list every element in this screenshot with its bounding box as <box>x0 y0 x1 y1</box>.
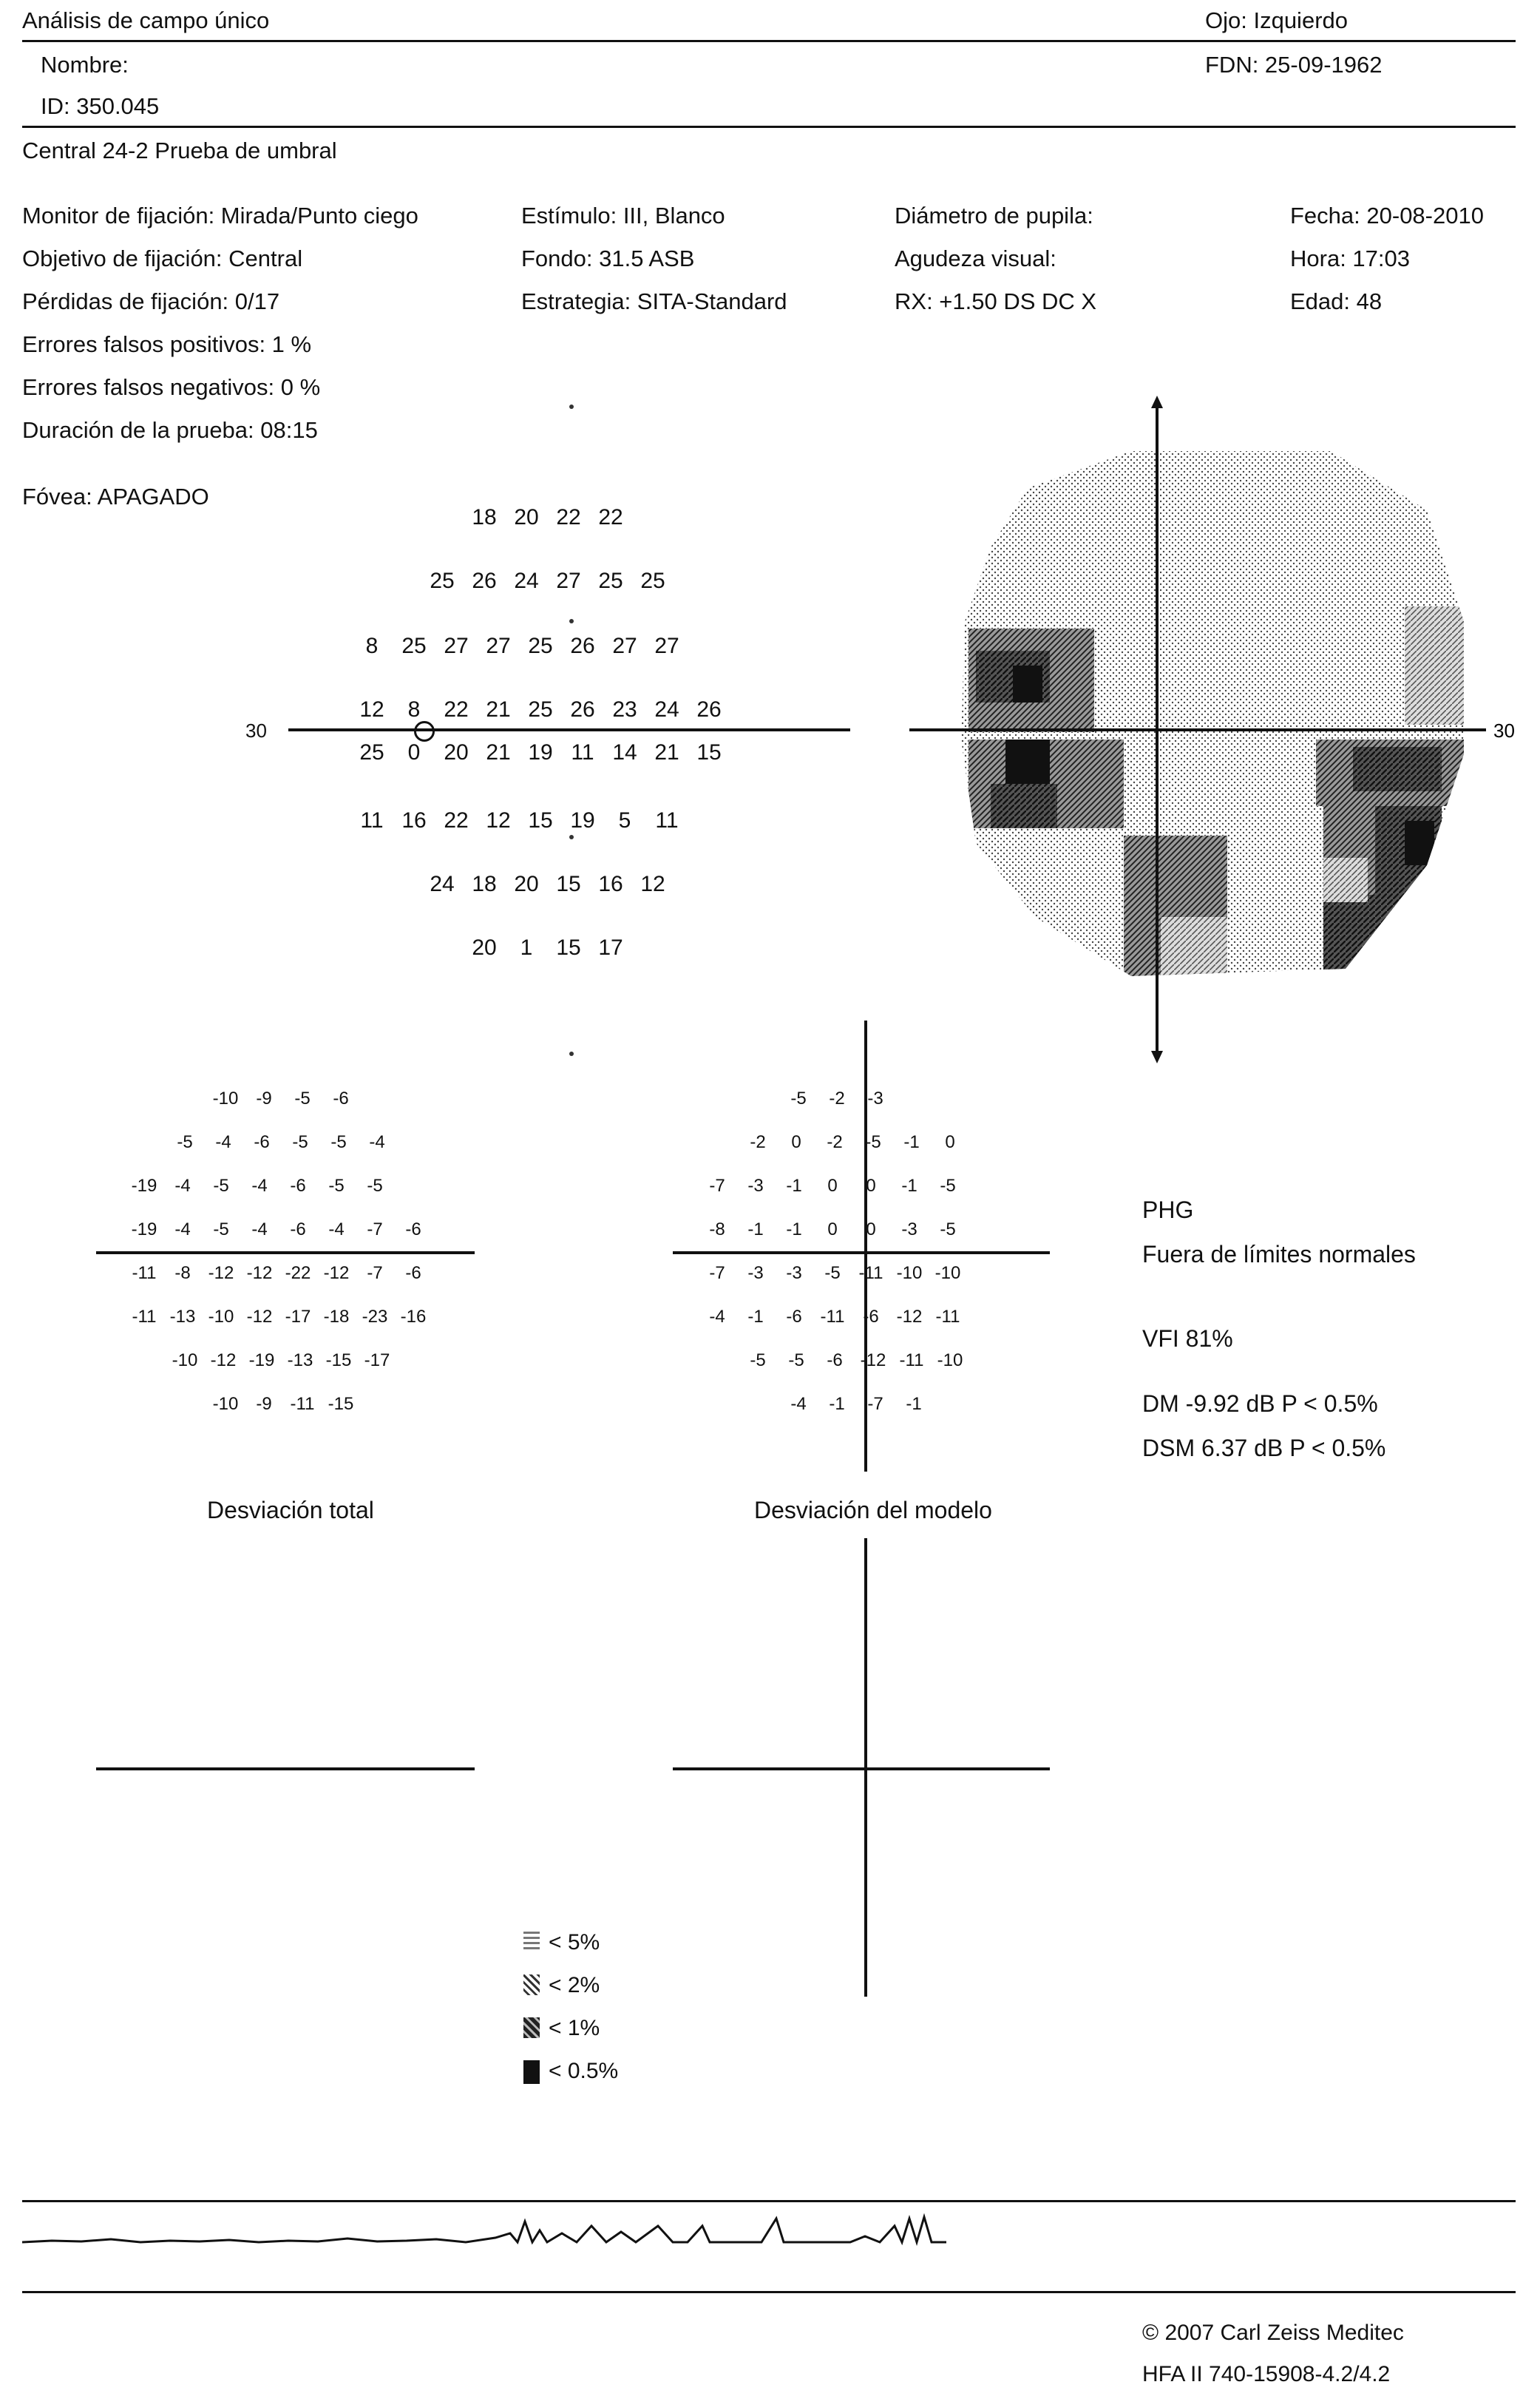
field-value: -1 <box>747 1307 764 1327</box>
field-value: 27 <box>654 634 679 658</box>
field-value: 27 <box>444 634 469 658</box>
field-value: 22 <box>444 697 469 722</box>
field-value: -12 <box>246 1307 273 1327</box>
field-value: 17 <box>598 935 623 960</box>
field-value: 26 <box>570 697 595 722</box>
field-value: -5 <box>328 1176 345 1196</box>
field-value: -4 <box>174 1219 191 1239</box>
field-value: -4 <box>174 1176 191 1196</box>
field-value: -4 <box>709 1307 725 1327</box>
field-value: -1 <box>786 1176 802 1196</box>
test-duration: Duración de la prueba: 08:15 <box>22 417 318 443</box>
field-value: -4 <box>369 1132 385 1152</box>
field-value: -4 <box>790 1394 807 1414</box>
field-value: -9 <box>256 1394 272 1414</box>
field-value: -5 <box>788 1350 804 1370</box>
device-model: HFA II 740-15908-4.2/4.2 <box>1142 2362 1391 2386</box>
field-value: -12 <box>210 1350 237 1370</box>
field-value: 20 <box>514 505 539 529</box>
field-value: 25 <box>401 634 427 658</box>
greyscale-plot <box>902 385 1538 1072</box>
field-value: 14 <box>612 740 637 765</box>
field-value: 25 <box>598 569 623 593</box>
field-value: 26 <box>696 697 722 722</box>
field-value: -7 <box>867 1394 883 1414</box>
field-value: 25 <box>528 697 553 722</box>
blind-spot-marker <box>414 721 435 742</box>
field-value: -2 <box>750 1132 766 1152</box>
trace-bottom-rule <box>22 2291 1516 2293</box>
field-value: -10 <box>208 1307 234 1327</box>
field-value: -4 <box>215 1132 231 1152</box>
field-value: -3 <box>747 1176 764 1196</box>
test-name: Central 24-2 Prueba de umbral <box>22 138 337 163</box>
field-value: 23 <box>612 697 637 722</box>
field-value: -13 <box>169 1307 196 1327</box>
field-value: -11 <box>899 1350 924 1370</box>
field-value: -7 <box>367 1219 383 1239</box>
field-value: 18 <box>472 872 497 896</box>
patient-name-label: Nombre: <box>41 52 129 78</box>
pattern-deviation-probability-map <box>0 0 1 1</box>
strategy: Estrategia: SITA-Standard <box>521 288 787 314</box>
field-value: -5 <box>940 1176 956 1196</box>
field-value: -2 <box>827 1132 843 1152</box>
patient-age: Edad: 48 <box>1290 288 1383 314</box>
fixation-dot <box>569 619 574 623</box>
field-value: -11 <box>935 1307 960 1327</box>
field-value: -12 <box>896 1307 923 1327</box>
field-value: -9 <box>256 1089 272 1109</box>
field-value: -11 <box>820 1307 845 1327</box>
field-value: -15 <box>328 1394 354 1414</box>
pattern-standard-deviation: DSM 6.37 dB P < 0.5% <box>1142 1435 1386 1461</box>
patient-id: ID: 350.045 <box>41 93 160 119</box>
field-value: -10 <box>212 1089 239 1109</box>
field-value: 20 <box>514 872 539 896</box>
legend-label-05pct: < 0.5% <box>549 2059 619 2083</box>
legend-label-5pct: < 5% <box>549 1930 600 1955</box>
field-value: -6 <box>827 1350 843 1370</box>
field-value: 27 <box>556 569 581 593</box>
test-date: Fecha: 20-08-2010 <box>1290 203 1484 229</box>
field-value: 24 <box>654 697 679 722</box>
report-title: Análisis de campo único <box>22 7 270 33</box>
field-value: -6 <box>405 1219 421 1239</box>
fovea-status: Fóvea: APAGADO <box>22 484 209 510</box>
field-value: -12 <box>246 1263 273 1283</box>
visual-acuity: Agudeza visual: <box>895 246 1056 271</box>
fixation-target: Objetivo de fijación: Central <box>22 246 303 271</box>
eye-label: Ojo: Izquierdo <box>1205 7 1348 33</box>
field-value: -5 <box>790 1089 807 1109</box>
field-value: 22 <box>444 808 469 833</box>
field-value: 11 <box>360 808 384 833</box>
field-value: -17 <box>285 1307 311 1327</box>
field-value: -11 <box>132 1307 157 1327</box>
field-value: 27 <box>612 634 637 658</box>
total-deviation-title: Desviación total <box>207 1497 374 1523</box>
mean-deviation: DM -9.92 dB P < 0.5% <box>1142 1390 1378 1417</box>
field-value: 19 <box>570 808 595 833</box>
field-value: 21 <box>486 740 511 765</box>
field-value: 21 <box>654 740 679 765</box>
field-value: -18 <box>323 1307 350 1327</box>
field-value: 8 <box>407 697 421 722</box>
field-value: -1 <box>903 1132 920 1152</box>
field-value: -19 <box>131 1219 157 1239</box>
field-value: 25 <box>528 634 553 658</box>
fixation-dot <box>569 835 574 839</box>
field-value: 21 <box>486 697 511 722</box>
field-value: -7 <box>367 1263 383 1283</box>
field-value: -5 <box>330 1132 347 1152</box>
fixation-monitor: Monitor de fijación: Mirada/Punto ciego <box>22 203 418 229</box>
gaze-tracking-trace <box>22 2204 983 2248</box>
legend-symbol-1pct <box>523 2017 540 2038</box>
field-value: 11 <box>655 808 679 833</box>
field-value: -6 <box>863 1307 879 1327</box>
fixation-dot <box>569 405 574 409</box>
field-value: -10 <box>934 1263 961 1283</box>
field-value: -1 <box>786 1219 802 1239</box>
field-value: 5 <box>618 808 631 833</box>
field-value: -10 <box>212 1394 239 1414</box>
field-value: 22 <box>556 505 581 529</box>
field-value: -6 <box>290 1176 306 1196</box>
field-value: -8 <box>174 1263 191 1283</box>
field-value: -1 <box>747 1219 764 1239</box>
field-value: 12 <box>640 872 665 896</box>
field-value: -19 <box>131 1176 157 1196</box>
legend-symbol-05pct <box>523 2060 540 2084</box>
background: Fondo: 31.5 ASB <box>521 246 695 271</box>
field-value: -5 <box>940 1219 956 1239</box>
field-value: -17 <box>364 1350 390 1370</box>
field-value: 25 <box>359 740 384 765</box>
legend-symbol-5pct <box>523 1932 540 1952</box>
field-value: 16 <box>401 808 427 833</box>
field-value: -1 <box>906 1394 922 1414</box>
field-value: -4 <box>328 1219 345 1239</box>
total-prob-horizontal-axis <box>96 1767 475 1770</box>
field-value: -6 <box>290 1219 306 1239</box>
field-value: 15 <box>696 740 722 765</box>
field-value: 24 <box>514 569 539 593</box>
field-value: -5 <box>750 1350 766 1370</box>
pattern-prob-vertical-axis <box>864 1538 867 1997</box>
field-value: -12 <box>208 1263 234 1283</box>
field-value: -5 <box>294 1089 311 1109</box>
field-value: -6 <box>333 1089 349 1109</box>
field-value: -11 <box>132 1263 157 1283</box>
trace-top-rule <box>22 2200 1516 2202</box>
field-value: -5 <box>292 1132 308 1152</box>
field-value: 26 <box>570 634 595 658</box>
threshold-horizontal-axis <box>288 728 850 731</box>
stimulus: Estímulo: III, Blanco <box>521 203 725 229</box>
field-value: 1 <box>520 935 533 960</box>
field-value: -10 <box>172 1350 198 1370</box>
field-value: 24 <box>430 872 455 896</box>
field-value: -5 <box>824 1263 841 1283</box>
threshold-map <box>0 0 887 1035</box>
field-value: 20 <box>444 740 469 765</box>
total-numeric-horizontal-axis <box>96 1251 475 1254</box>
field-value: 15 <box>556 935 581 960</box>
threshold-axis-left-label: 30 <box>245 720 267 742</box>
field-value: -10 <box>937 1350 963 1370</box>
field-value: -8 <box>709 1219 725 1239</box>
field-value: 11 <box>571 740 594 765</box>
field-value: 0 <box>791 1132 801 1152</box>
field-value: -15 <box>325 1350 352 1370</box>
field-value: 27 <box>486 634 511 658</box>
field-value: 15 <box>556 872 581 896</box>
field-value: -2 <box>829 1089 845 1109</box>
fixation-losses: Pérdidas de fijación: 0/17 <box>22 288 280 314</box>
field-value: 16 <box>598 872 623 896</box>
field-value: 25 <box>640 569 665 593</box>
ght-label: PHG <box>1142 1197 1194 1223</box>
pattern-deviation-title: Desviación del modelo <box>754 1497 992 1523</box>
field-value: 20 <box>472 935 497 960</box>
field-value: 12 <box>359 697 384 722</box>
field-value: -22 <box>285 1263 311 1283</box>
field-value: -5 <box>865 1132 881 1152</box>
field-value: 25 <box>430 569 455 593</box>
probability-legend <box>518 1923 665 2085</box>
field-value: -12 <box>860 1350 886 1370</box>
field-value: 15 <box>528 808 553 833</box>
field-value: -23 <box>362 1307 388 1327</box>
legend-label-2pct: < 2% <box>549 1973 600 1997</box>
field-value: 0 <box>945 1132 955 1152</box>
field-value: -6 <box>405 1263 421 1283</box>
field-value: 8 <box>365 634 379 658</box>
field-value: -11 <box>290 1394 315 1414</box>
legend-symbol-2pct <box>523 1974 540 1995</box>
copyright: © 2007 Carl Zeiss Meditec <box>1142 2321 1404 2345</box>
fixation-dot <box>569 1052 574 1056</box>
field-value: -4 <box>251 1176 268 1196</box>
ght-result: Fuera de límites normales <box>1142 1241 1416 1268</box>
pattern-prob-horizontal-axis <box>673 1767 1050 1770</box>
date-of-birth: FDN: 25-09-1962 <box>1205 52 1383 78</box>
field-value: -19 <box>248 1350 275 1370</box>
field-value: -6 <box>254 1132 270 1152</box>
field-value: -10 <box>896 1263 923 1283</box>
field-value: 18 <box>472 505 497 529</box>
field-value: -3 <box>901 1219 917 1239</box>
field-value: 26 <box>472 569 497 593</box>
field-value: 0 <box>866 1176 876 1196</box>
field-value: -5 <box>213 1219 229 1239</box>
field-value: 12 <box>486 808 511 833</box>
field-value: 19 <box>528 740 553 765</box>
field-value: -5 <box>177 1132 193 1152</box>
field-value: -7 <box>709 1263 725 1283</box>
field-value: -5 <box>213 1176 229 1196</box>
field-value: -3 <box>867 1089 883 1109</box>
field-value: -16 <box>400 1307 427 1327</box>
field-value: 0 <box>827 1176 838 1196</box>
refraction: RX: +1.50 DS DC X <box>895 288 1097 314</box>
field-value: -1 <box>901 1176 917 1196</box>
test-time: Hora: 17:03 <box>1290 246 1410 271</box>
field-value: -4 <box>251 1219 268 1239</box>
legend-label-1pct: < 1% <box>549 2016 600 2040</box>
vfi-value: VFI 81% <box>1142 1325 1233 1352</box>
field-value: 0 <box>407 740 421 765</box>
field-value: -5 <box>367 1176 383 1196</box>
field-value: 0 <box>866 1219 876 1239</box>
field-value: 0 <box>827 1219 838 1239</box>
field-value: -7 <box>709 1176 725 1196</box>
pattern-numeric-horizontal-axis <box>673 1251 1050 1254</box>
greyscale-axis-right-label: 30 <box>1493 720 1515 742</box>
pupil-diameter: Diámetro de pupila: <box>895 203 1093 229</box>
field-value: -11 <box>858 1263 883 1283</box>
field-value: -3 <box>786 1263 802 1283</box>
field-value: 22 <box>598 505 623 529</box>
false-positives: Errores falsos positivos: 1 % <box>22 331 312 357</box>
field-value: -3 <box>747 1263 764 1283</box>
field-value: -13 <box>287 1350 313 1370</box>
field-value: -12 <box>323 1263 350 1283</box>
false-negatives: Errores falsos negativos: 0 % <box>22 374 321 400</box>
field-value: -1 <box>829 1394 845 1414</box>
field-value: -6 <box>786 1307 802 1327</box>
